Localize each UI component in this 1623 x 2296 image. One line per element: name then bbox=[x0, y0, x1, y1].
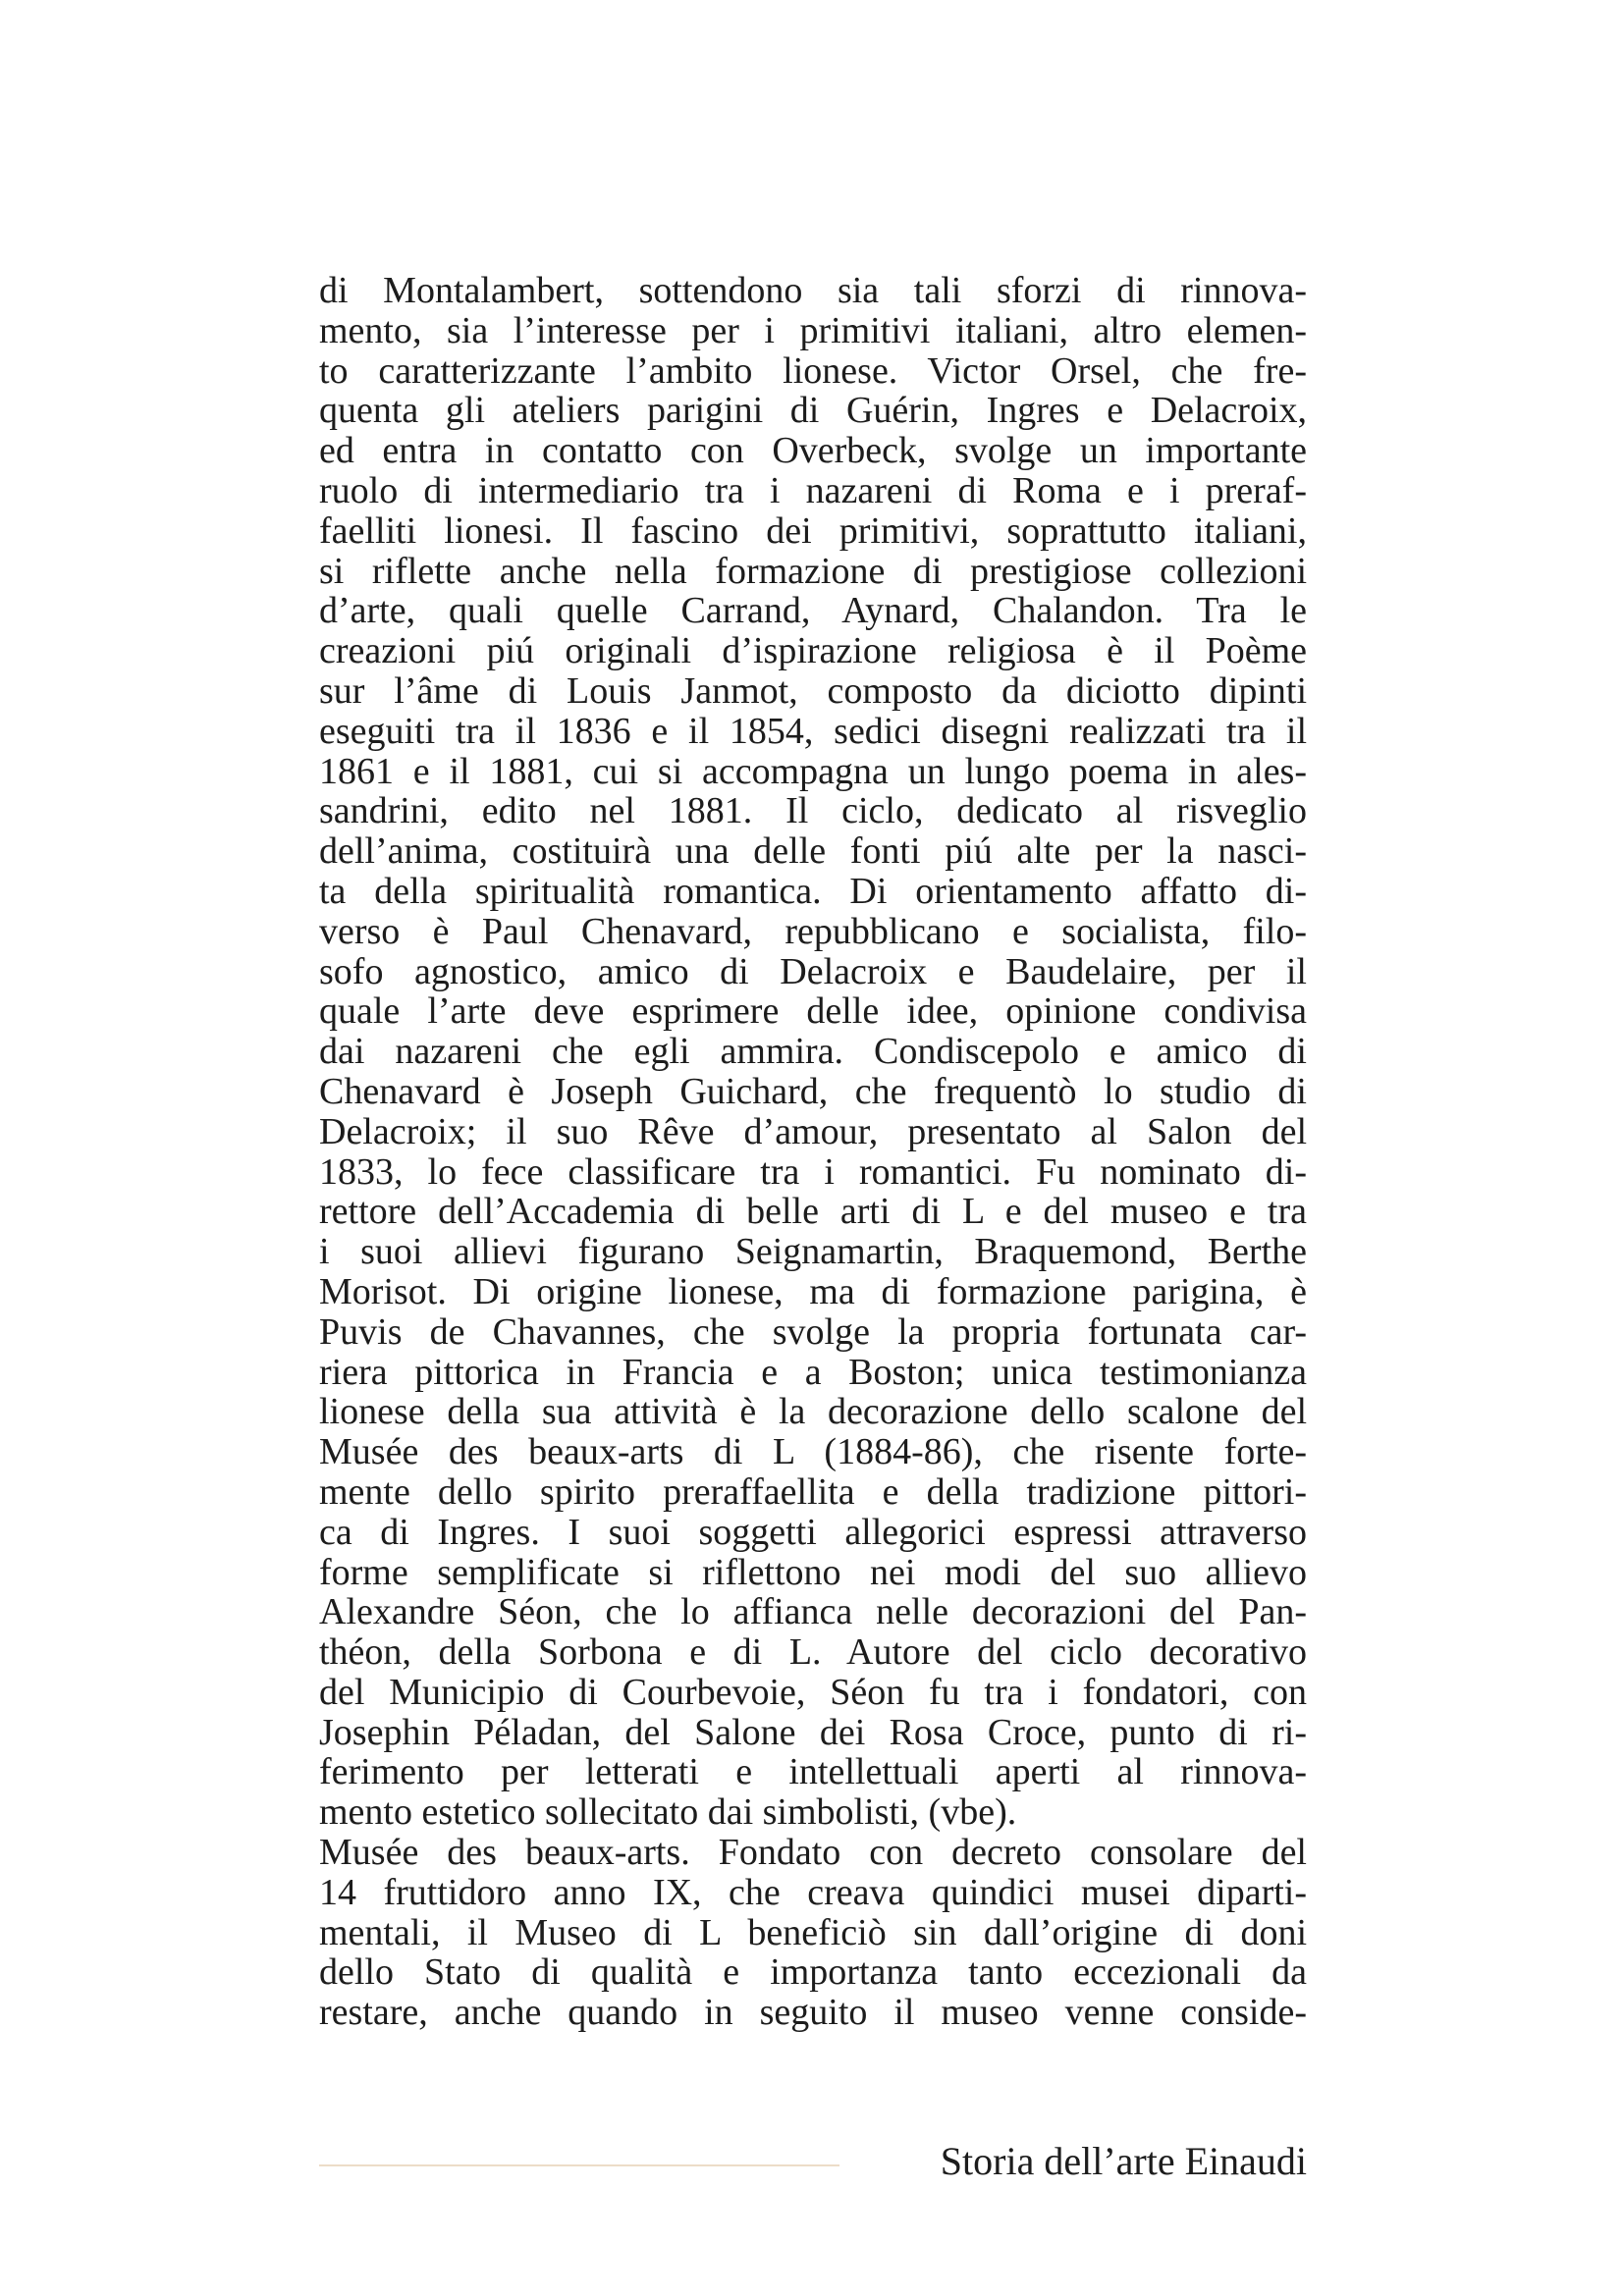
text-line: Puvis de Chavannes, che svolge la propria fortunata car- bbox=[319, 1310, 1307, 1353]
text-line: dell’anima, costituirà una delle fonti piú alte per la nasci- bbox=[319, 830, 1307, 873]
text-line: Chenavard è Joseph Guichard, che frequentò lo studio di bbox=[319, 1070, 1307, 1112]
text-line: restare, anche quando in seguito il museo venne conside- bbox=[319, 1992, 1307, 2034]
text-line: creazioni piú originali d’ispirazione religiosa è il Poème bbox=[319, 630, 1307, 672]
text-line: théon, della Sorbona e di L. Autore del ciclo decorativo bbox=[319, 1631, 1307, 1674]
text-line: quale l’arte deve esprimere delle idee, opinione condivisa bbox=[319, 990, 1307, 1033]
text-line: faelliti lionesi. Il fascino dei primitivi, soprattutto italiani, bbox=[319, 509, 1307, 552]
text-line: Josephin Péladan, del Salone dei Rosa Croce, punto di ri- bbox=[319, 1711, 1307, 1753]
footer-title: Storia dell’arte Einaudi bbox=[940, 2139, 1307, 2183]
text-line: dello Stato di qualità e importanza tanto eccezionali da bbox=[319, 1951, 1307, 1994]
text-line: ta della spiritualità romantica. Di orientamento affatto di- bbox=[319, 870, 1307, 912]
text-line: Morisot. Di origine lionese, ma di formazione parigina, è bbox=[319, 1270, 1307, 1312]
text-line: Delacroix; il suo Rêve d’amour, presentato al Salon del bbox=[319, 1110, 1307, 1152]
text-line: si riflette anche nella formazione di prestigiose collezioni bbox=[319, 550, 1307, 592]
text-line: mento, sia l’interesse per i primitivi italiani, altro elemen- bbox=[319, 309, 1307, 351]
text-line: sofo agnostico, amico di Delacroix e Baudelaire, per il bbox=[319, 950, 1307, 992]
text-line: ruolo di intermediario tra i nazareni di Roma e i preraf- bbox=[319, 469, 1307, 511]
text-line: ed entra in contatto con Overbeck, svolge un importante bbox=[319, 430, 1307, 472]
footer-rule bbox=[319, 2164, 839, 2166]
text-line: i suoi allievi figurano Seignamartin, Braquemond, Berthe bbox=[319, 1231, 1307, 1273]
text-line: di Montalambert, sottendono sia tali sforzi di rinnova- bbox=[319, 270, 1307, 311]
body-text bbox=[319, 271, 1307, 2033]
text-line: forme semplificate si riflettono nei modi del suo allievo bbox=[319, 1551, 1307, 1593]
text-line: Musée des beaux-arts. Fondato con decreto consolare del bbox=[319, 1832, 1307, 1874]
text-line: 14 fruttidoro anno IX, che creava quindici musei diparti- bbox=[319, 1871, 1307, 1913]
text-line: sandrini, edito nel 1881. Il ciclo, dedicato al risveglio bbox=[319, 790, 1307, 832]
text-line: lionese della sua attività è la decorazione dello scalone del bbox=[319, 1391, 1307, 1433]
text-line: quenta gli ateliers parigini di Guérin, Ingres e Delacroix, bbox=[319, 390, 1307, 432]
text-line: 1861 e il 1881, cui si accompagna un lungo poema in ales- bbox=[319, 750, 1307, 792]
text-line: rettore dell’Accademia di belle arti di L e del museo e tra bbox=[319, 1191, 1307, 1233]
text-line: sur l’âme di Louis Janmot, composto da diciotto dipinti bbox=[319, 669, 1307, 712]
text-line: verso è Paul Chenavard, repubblicano e socialista, filo- bbox=[319, 910, 1307, 952]
text-line: eseguiti tra il 1836 e il 1854, sedici disegni realizzati tra il bbox=[319, 710, 1307, 752]
text-line: del Municipio di Courbevoie, Séon fu tra i fondatori, con bbox=[319, 1671, 1307, 1713]
text-line: to caratterizzante l’ambito lionese. Victor Orsel, che fre- bbox=[319, 349, 1307, 392]
text-line: Alexandre Séon, che lo affianca nelle decorazioni del Pan- bbox=[319, 1591, 1307, 1633]
text-line: ca di Ingres. I suoi soggetti allegorici espressi attraverso bbox=[319, 1511, 1307, 1553]
text-line: mentali, il Museo di L beneficiò sin dall’origine di doni bbox=[319, 1911, 1307, 1953]
text-line: d’arte, quali quelle Carrand, Aynard, Chalandon. Tra le bbox=[319, 590, 1307, 632]
text-line: mento estetico sollecitato dai simbolisti, (vbe). bbox=[319, 1791, 1017, 1834]
text-line: mente dello spirito preraffaellita e della tradizione pittori- bbox=[319, 1470, 1307, 1513]
text-line: 1833, lo fece classificare tra i romantici. Fu nominato di- bbox=[319, 1150, 1307, 1193]
text-line: ferimento per letterati e intellettuali aperti al rinnova- bbox=[319, 1751, 1307, 1793]
text-line: dai nazareni che egli ammira. Condiscepolo e amico di bbox=[319, 1031, 1307, 1073]
text-line: Musée des beaux-arts di L (1884-86), che risente forte- bbox=[319, 1431, 1307, 1473]
text-line: riera pittorica in Francia e a Boston; unica testimonianza bbox=[319, 1351, 1307, 1393]
